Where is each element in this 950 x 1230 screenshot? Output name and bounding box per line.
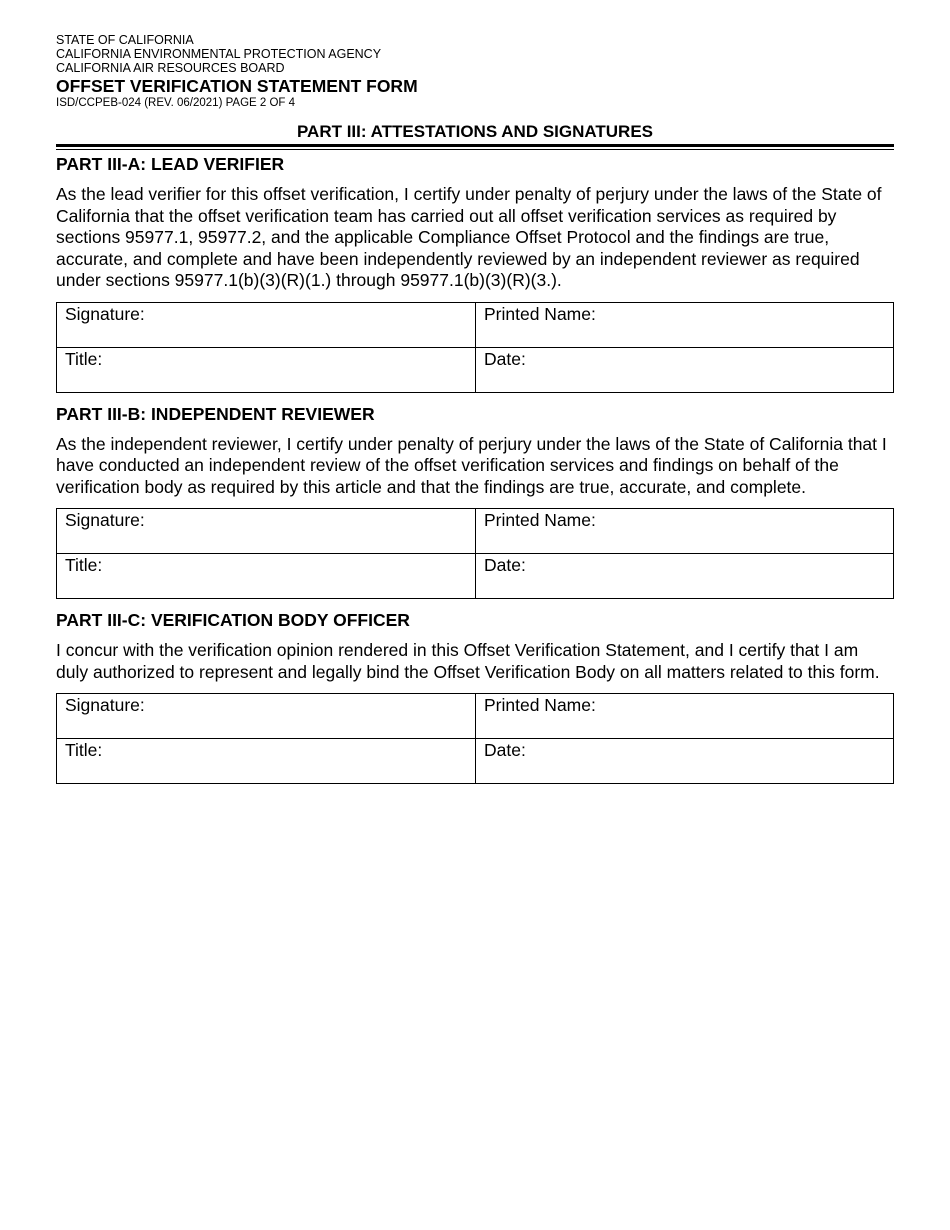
part-divider [56, 149, 894, 150]
title-field[interactable] [57, 739, 476, 784]
title-label: Title: [65, 348, 103, 369]
title-field[interactable] [57, 347, 476, 392]
signature-label: Signature: [65, 303, 145, 324]
section-lead-verifier [56, 154, 894, 393]
printed-name-label: Printed Name: [484, 510, 596, 530]
form-header [56, 33, 894, 110]
agency-line-state: STATE OF CALIFORNIA [56, 33, 194, 47]
section-independent-reviewer [56, 404, 894, 600]
signature-field[interactable] [57, 509, 476, 554]
title-field[interactable] [57, 554, 476, 599]
date-label: Date: [484, 555, 526, 575]
printed-name-label: Printed Name: [484, 303, 596, 324]
title-label: Title: [65, 555, 103, 575]
printed-name-field[interactable] [476, 694, 894, 739]
signature-table [56, 508, 894, 599]
section-body: I concur with the verification opinion rendered in this Offset Verification Statement, and I certify that I am duly authorized to represent and legally bind the Offset Verification Body on all matters related to this form. [56, 640, 880, 682]
agency-line-calepa: CALIFORNIA ENVIRONMENTAL PROTECTION AGENCY [56, 47, 382, 61]
date-field[interactable] [476, 347, 894, 392]
section-heading: PART III-C: VERIFICATION BODY OFFICER [56, 610, 410, 630]
date-label: Date: [484, 348, 526, 369]
agency-line-carb: CALIFORNIA AIR RESOURCES BOARD [56, 61, 285, 75]
section-verification-body-officer [56, 610, 894, 784]
signature-field[interactable] [57, 694, 476, 739]
signature-label: Signature: [65, 510, 145, 530]
form-title: OFFSET VERIFICATION STATEMENT FORM [56, 76, 418, 96]
title-label: Title: [65, 740, 103, 760]
section-body: As the lead verifier for this offset verification, I certify under penalty of perjury under the laws of the State of California that the offset verification team has carried out all offset verification services as required by sections 95977.1, 95977.2, and the applicable Compliance Offset Protocol and the findings are true, accurate, and complete and have been independently reviewed by an independent reviewer as required under sections 95977.1(b)(3)(R)(1.) through 95977.1(b)(3)(R)(3.). [56, 184, 882, 290]
signature-field[interactable] [57, 302, 476, 347]
signature-table [56, 693, 894, 784]
signature-table [56, 302, 894, 393]
date-field[interactable] [476, 739, 894, 784]
form-page [56, 33, 894, 784]
printed-name-field[interactable] [476, 302, 894, 347]
section-heading: PART III-A: LEAD VERIFIER [56, 154, 285, 174]
form-id: ISD/CCPEB-024 (REV. 06/2021) PAGE 2 OF 4 [56, 97, 296, 109]
part-title: PART III: ATTESTATIONS AND SIGNATURES [56, 122, 894, 147]
printed-name-label: Printed Name: [484, 695, 596, 715]
date-field[interactable] [476, 554, 894, 599]
section-body: As the independent reviewer, I certify under penalty of perjury under the laws of the State of California that I have conducted an independent review of the offset verification services and findings on behalf of the verification body as required by this article and that the findings are true, accurate, and complete. [56, 433, 887, 497]
section-heading: PART III-B: INDEPENDENT REVIEWER [56, 403, 375, 424]
printed-name-field[interactable] [476, 509, 894, 554]
signature-label: Signature: [65, 695, 145, 715]
date-label: Date: [484, 740, 526, 760]
